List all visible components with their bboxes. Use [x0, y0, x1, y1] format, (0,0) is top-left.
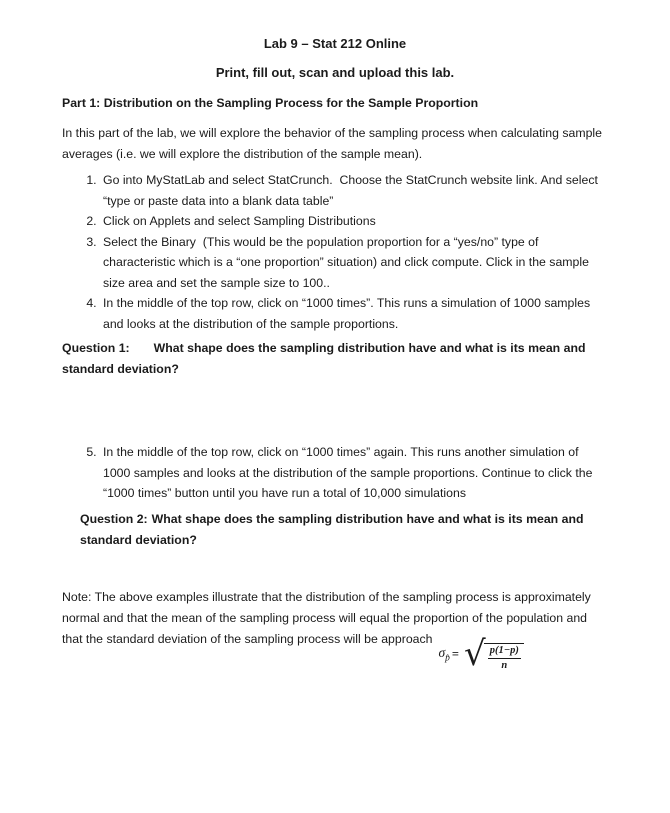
- step-4: 4. In the middle of the top row, click on “1000 times”. This runs a simulation of 1000 samples and looks at the distribution of the sample proportions.: [100, 293, 608, 334]
- doc-title: Lab 9 – Stat 212 Online: [263, 36, 407, 51]
- std-dev-formula: [438, 633, 524, 674]
- steps-list-5: [62, 442, 608, 504]
- formula-denominator: n: [501, 659, 508, 671]
- step-3: 3. Select the Binary (This would be the population proportion for a “yes/no” type of characteristic which is a “one proportion” situation) and click compute. Click in the sample size area and set the sample size to 100..: [100, 232, 608, 294]
- step-1: 1. Go into MyStatLab and select StatCrunch. Choose the StatCrunch website link. And select “type or paste data into a blank data table”: [100, 170, 608, 211]
- question-1: [62, 338, 608, 380]
- intro-paragraph: In this part of the lab, we will explore the behavior of the sampling process when calculating sample averages (i.e. we will explore the distribution of the sample mean).: [62, 126, 606, 161]
- p-hat-subscript: p̂: [445, 653, 450, 664]
- equals-sign: =: [451, 646, 460, 661]
- fraction: [484, 644, 524, 672]
- question-2-text: What shape does the sampling distribution have and what is its mean and standard deviation?: [80, 511, 584, 547]
- part1-heading: Part 1: Distribution on the Sampling Process for the Sample Proportion: [62, 96, 479, 110]
- note-text: Note: The above examples illustrate that the distribution of the sampling process is approximately normal and that the mean of the sampling process will equal the proportion of the population and that the standard deviation of the sampling process will be approach: [62, 589, 595, 646]
- radicand: [484, 643, 524, 672]
- steps-list-1-4: [62, 170, 608, 334]
- question-2: [80, 509, 624, 551]
- question-1-text: What shape does the sampling distribution have and what is its mean and standard deviation?: [62, 341, 586, 376]
- formula-numerator: p(1−p): [488, 645, 521, 659]
- note-paragraph: [62, 587, 608, 672]
- question-2-label: Question 2:: [80, 511, 148, 526]
- sigma-symbol: [439, 645, 450, 667]
- square-root: [464, 633, 524, 674]
- step-5: 5. In the middle of the top row, click on “1000 times” again. This runs another simulation of 1000 samples and looks at the distribution of the sample proportions. Continue to click the “1000 times” button until you have run a total of 10,000 simulations: [100, 442, 608, 504]
- sigma-glyph: σ: [438, 644, 446, 660]
- radical-sign: √: [464, 633, 486, 674]
- question-1-label: Question 1:: [62, 341, 130, 355]
- step-2: 2. Click on Applets and select Sampling Distributions: [100, 211, 608, 232]
- doc-subtitle: Print, fill out, scan and upload this lab.: [215, 65, 455, 80]
